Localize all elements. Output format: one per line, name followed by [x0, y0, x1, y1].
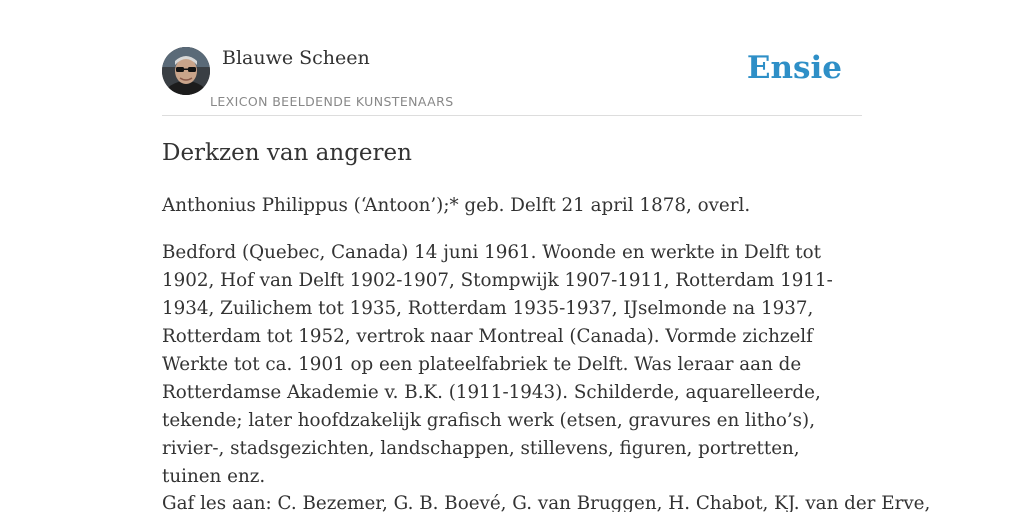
header — [162, 44, 862, 116]
brand-logo[interactable]: Ensie — [746, 50, 842, 86]
person-photo-icon — [162, 47, 210, 95]
page-title: Derkzen van angeren — [162, 140, 412, 166]
continuation-paragraph: Gaf les aan: C. Bezemer, G. B. Boevé, G. van Bruggen, H. Chabot, KJ. van der Erve, — [162, 493, 931, 512]
body-paragraph: Bedford (Quebec, Canada) 14 juni 1961. Woonde en werkte in Delft tot 1902, Hof van Delft 1902-1907, Stompwijk 1907-1911, Rotterdam 1911-1934, Zuilichem tot 1935, Rotterdam 1935-1937, IJselmonde na 1937, Rotterdam tot 1952, vertrok naar Montreal (Canada). Vormde zichzelf Werkte tot ca. 1901 op een plateelfabriek te Delft. Was leraar aan de Rotterdamse Akademie v. B.K. (1911-1943). Schilderde, aquarelleerde, tekende; later hoofdzakelijk grafisch werk (etsen, gravures en litho’s), rivier-, stadsgezichten, landschappen, stillevens, figuren, portretten, tuinen enz. — [162, 242, 833, 487]
intro-paragraph: Anthonius Philippus (‘Antoon’);* geb. Delft 21 april 1878, overl. — [162, 195, 751, 216]
collection-label[interactable]: LEXICON BEELDENDE KUNSTENAARS — [210, 94, 454, 109]
author-name[interactable]: Blauwe Scheen — [222, 47, 370, 69]
avatar[interactable] — [162, 47, 210, 95]
